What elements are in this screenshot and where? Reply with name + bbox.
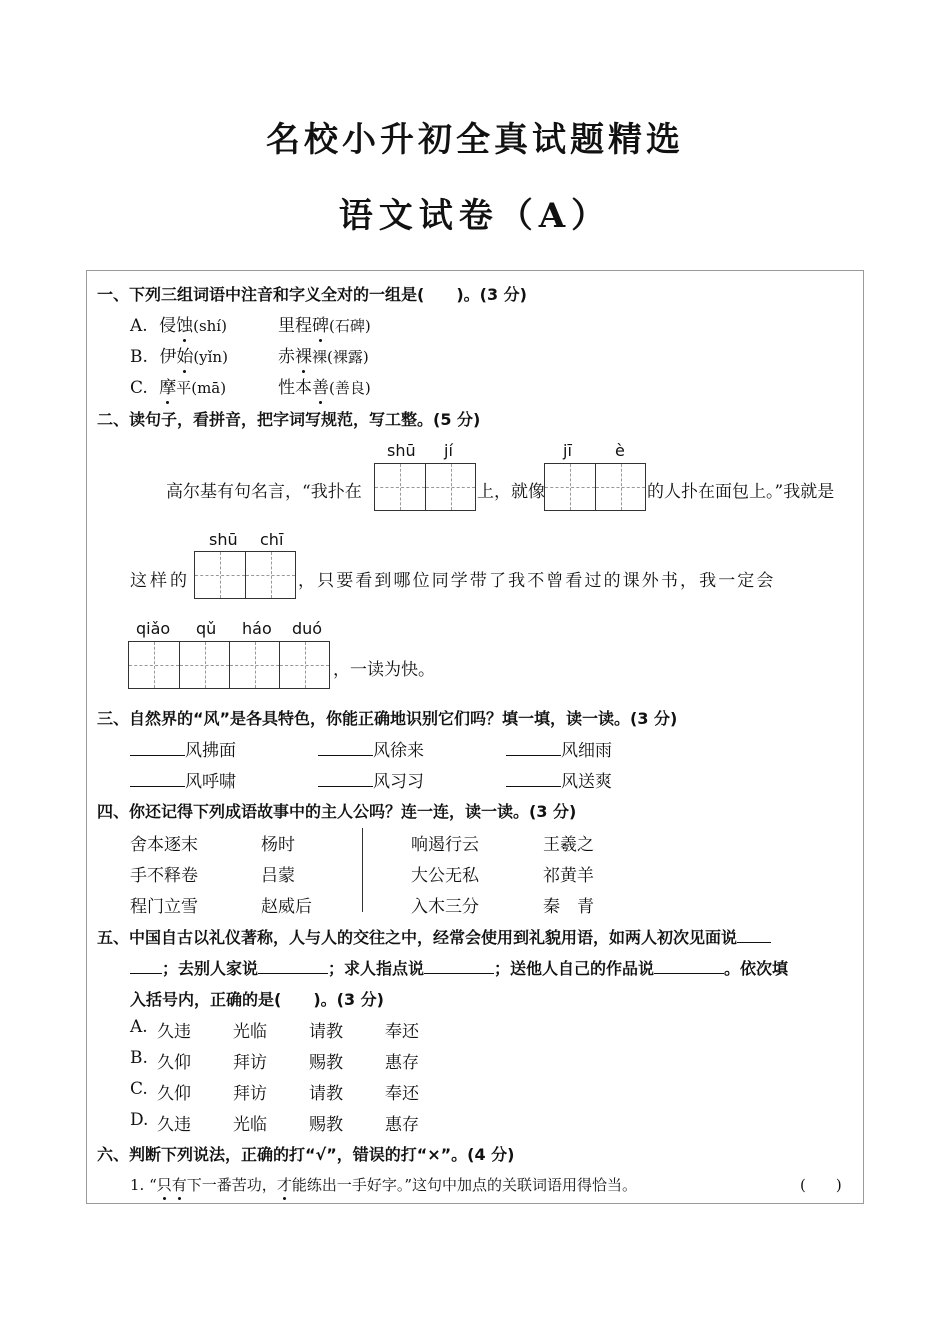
q6-item-1: 1. “只有下一番苦功，才能练出一手好字。”这句中加点的关联词语用得恰当。: [130, 1176, 637, 1194]
q1-option-c-word2: 性本善(善良): [278, 378, 371, 398]
pinyin-e: è: [615, 441, 625, 460]
q5-option-d-letter[interactable]: D.: [130, 1110, 149, 1130]
q4-heading: 四、你还记得下列成语故事中的主人公吗？连一连，读一读。(3 分): [97, 802, 577, 821]
pinyin-shu2: shū: [209, 530, 238, 549]
q3-item-1: 风拂面: [130, 736, 236, 761]
answer-blank[interactable]: [130, 754, 185, 756]
q5-option-c-word: 奉还: [385, 1084, 419, 1104]
answer-blank[interactable]: [130, 972, 162, 974]
pinyin-qiao: qiǎo: [136, 619, 171, 638]
writing-box-shuji[interactable]: [374, 463, 476, 511]
q5-option-b-word: 惠存: [385, 1053, 419, 1073]
answer-blank[interactable]: [654, 972, 724, 974]
column-divider: [362, 828, 363, 912]
page-title: 名校小升初全真试题精选: [266, 120, 684, 160]
q5-option-a-word: 奉还: [385, 1022, 419, 1042]
q5-option-d-word: 光临: [233, 1115, 267, 1135]
left-idiom-2[interactable]: 手不释卷: [130, 866, 198, 886]
answer-blank[interactable]: [318, 754, 373, 756]
answer-blank[interactable]: [737, 941, 771, 943]
answer-blank[interactable]: [258, 972, 328, 974]
q5-option-b-word: 久仰: [157, 1053, 191, 1073]
q1-option-b: B. 伊始(yǐn): [130, 347, 228, 367]
q5-option-d-word: 惠存: [385, 1115, 419, 1135]
item-number: 1.: [130, 1176, 145, 1194]
pinyin-chi: chī: [260, 530, 284, 549]
left-person-3[interactable]: 赵威后: [261, 897, 312, 917]
q5-option-a-word: 请教: [309, 1022, 343, 1042]
q5-line3: 入括号内，正确的是( )。(3 分): [130, 990, 384, 1009]
pinyin-hao: háo: [242, 619, 272, 638]
q2-line1-part2: 上，就像: [477, 482, 545, 502]
pinyin-qu: qǔ: [196, 619, 217, 638]
q5-option-a-letter[interactable]: A.: [130, 1017, 148, 1037]
q6-heading: 六、判断下列说法，正确的打“√”，错误的打“×”。(4 分): [97, 1145, 515, 1164]
right-idiom-2[interactable]: 大公无私: [411, 866, 479, 886]
q3-item-3: 风细雨: [506, 736, 612, 761]
q1-heading: 一、下列三组词语中注音和字义全对的一组是( )。(3 分): [97, 285, 527, 304]
q5-option-a-word: 久违: [157, 1022, 191, 1042]
answer-blank[interactable]: [424, 972, 494, 974]
right-person-1[interactable]: 王羲之: [543, 835, 594, 855]
q5-option-b-letter[interactable]: B.: [130, 1048, 148, 1068]
right-person-3[interactable]: 秦 青: [543, 897, 594, 917]
pinyin-shu: shū: [387, 441, 416, 460]
q2-line3-part2: ，一读为快。: [333, 660, 435, 680]
left-idiom-1[interactable]: 舍本逐末: [130, 835, 198, 855]
q1-option-b-word2: 赤裸裸(裸露): [278, 347, 369, 367]
q3-item-2: 风徐来: [318, 736, 424, 761]
answer-blank[interactable]: [506, 754, 561, 756]
left-person-1[interactable]: 杨时: [261, 835, 295, 855]
q5-option-c-word: 拜访: [233, 1084, 267, 1104]
q5-option-c-letter[interactable]: C.: [130, 1079, 148, 1099]
page-subtitle: 语文试卷（A）: [338, 196, 612, 236]
q1-option-a: A. 侵蚀(shí): [130, 316, 227, 336]
option-letter: C.: [130, 378, 148, 398]
left-person-2[interactable]: 吕蒙: [261, 866, 295, 886]
answer-blank[interactable]: [506, 785, 561, 787]
right-person-2[interactable]: 祁黄羊: [543, 866, 594, 886]
q3-item-6: 风送爽: [506, 767, 612, 792]
answer-blank[interactable]: [318, 785, 373, 787]
q3-item-4: 风呼啸: [130, 767, 236, 792]
q5-option-b-word: 赐教: [309, 1053, 343, 1073]
pinyin-duo: duó: [292, 619, 323, 638]
q2-heading: 二、读句子，看拼音，把字词写规范，写工整。(5 分): [97, 410, 481, 429]
writing-box-qiaoquhaoduo[interactable]: [128, 641, 330, 689]
pinyin-ji: jí: [444, 441, 453, 460]
q5-option-c-word: 久仰: [157, 1084, 191, 1104]
answer-parenthesis[interactable]: ( ): [800, 1176, 842, 1194]
q5-option-b-word: 拜访: [233, 1053, 267, 1073]
pinyin-ji2: jī: [563, 441, 572, 460]
q2-line1-part3: 的人扑在面包上。”我就是: [647, 482, 835, 502]
q5-option-d-word: 赐教: [309, 1115, 343, 1135]
q2-line1-part1: 高尔基有句名言，“我扑在: [166, 482, 362, 502]
q5-option-d-word: 久违: [157, 1115, 191, 1135]
q5-line2: ；去别人家说 ；求人指点说 ；送他人自己的作品说 。依次填: [130, 956, 788, 979]
right-idiom-1[interactable]: 响遏行云: [411, 835, 479, 855]
option-letter: B.: [130, 347, 148, 367]
q2-line2-part1: 这样的: [130, 571, 190, 591]
q1-option-c: C. 摩平(mā): [130, 378, 227, 398]
q5-line1: 五、中国自古以礼仪著称，人与人的交往之中，经常会使用到礼貌用语，如两人初次见面说: [97, 925, 771, 948]
writing-box-jie[interactable]: [544, 463, 646, 511]
left-idiom-3[interactable]: 程门立雪: [130, 897, 198, 917]
q3-heading: 三、自然界的“风”是各具特色，你能正确地识别它们吗？填一填，读一读。(3 分): [97, 709, 678, 728]
q3-item-5: 风习习: [318, 767, 424, 792]
option-letter: A.: [130, 316, 148, 336]
q5-option-a-word: 光临: [233, 1022, 267, 1042]
answer-blank[interactable]: [130, 785, 185, 787]
writing-box-shuchi[interactable]: [194, 551, 296, 599]
q1-option-a-word2: 里程碑(石碑): [278, 316, 371, 336]
q5-option-c-word: 请教: [309, 1084, 343, 1104]
right-idiom-3[interactable]: 入木三分: [411, 897, 479, 917]
q2-line2-part2: ，只要看到哪位同学带了我不曾看过的课外书，我一定会: [298, 571, 776, 591]
